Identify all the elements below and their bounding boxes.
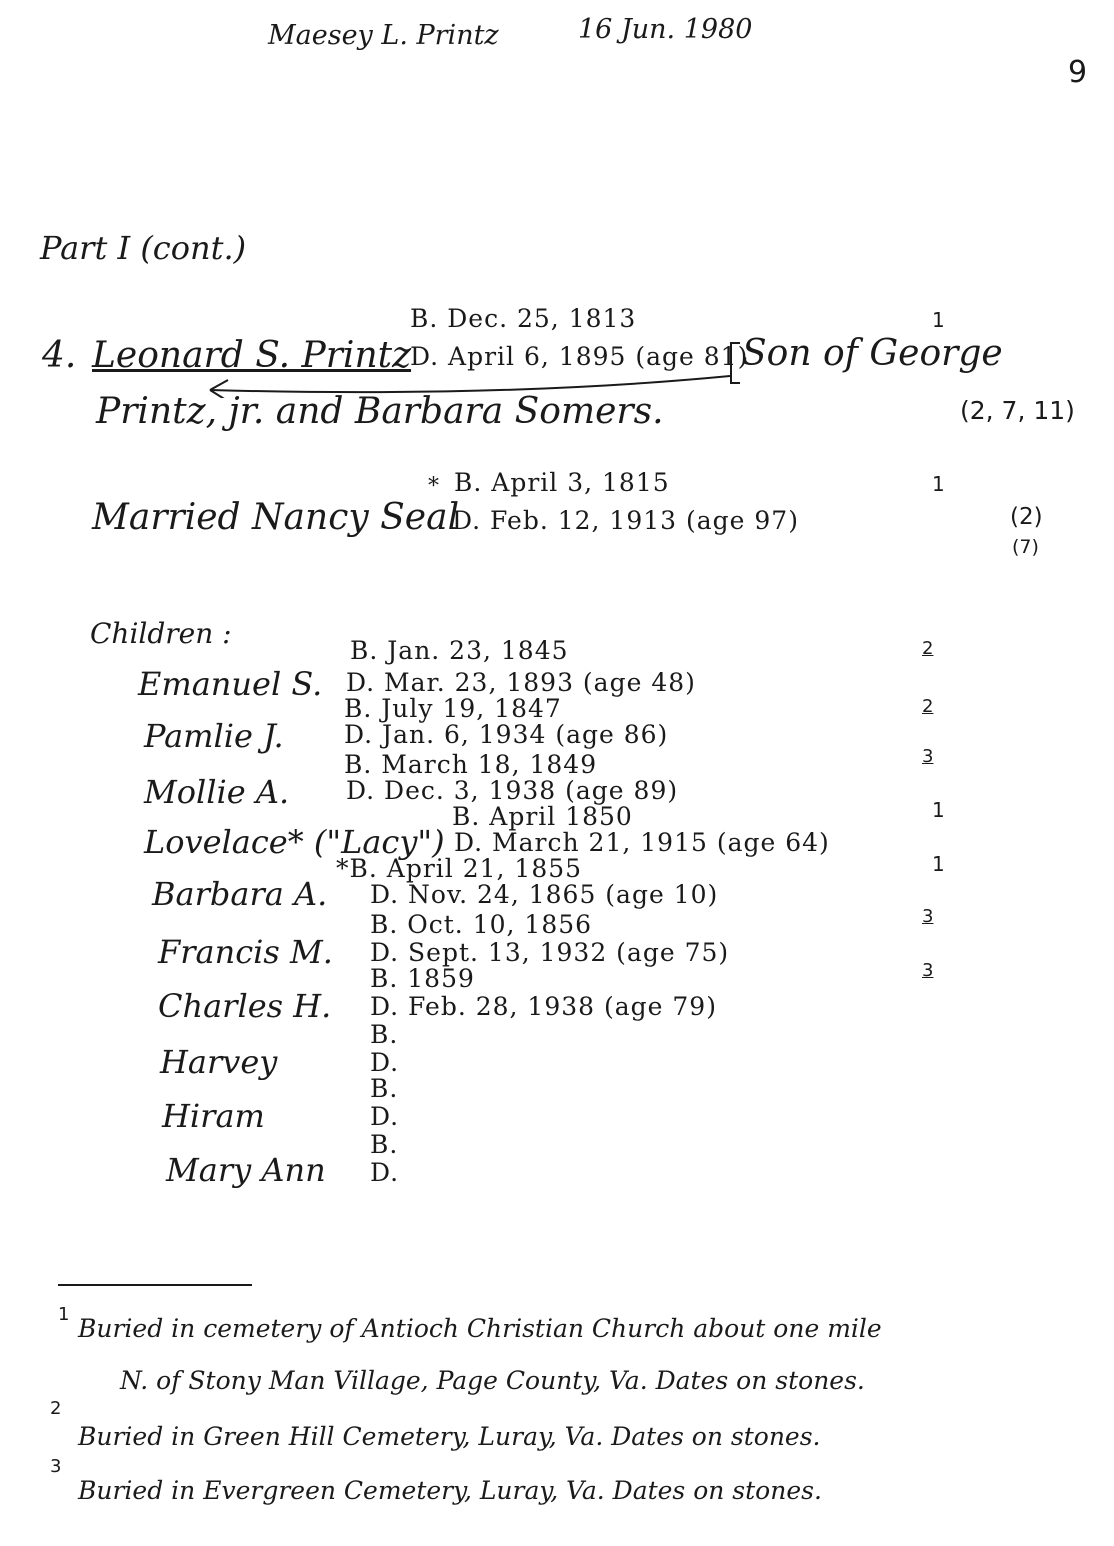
child-footnote-mark: 1: [932, 852, 945, 876]
child-born: B. March 18, 1849: [344, 750, 598, 779]
child-died: D. Nov. 24, 1865 (age 10): [370, 880, 719, 909]
children-label: Children :: [90, 617, 232, 650]
child-born: B.: [370, 1020, 399, 1049]
child-footnote-mark: 1: [932, 798, 945, 822]
child-died: D. Feb. 28, 1938 (age 79): [370, 992, 717, 1021]
child-born: B. April 1850: [452, 802, 633, 831]
child-footnote-mark: 2: [922, 638, 934, 659]
child-born: *B. April 21, 1855: [336, 854, 583, 883]
child-born: B. July 19, 1847: [344, 694, 562, 723]
entry-number: 4.: [42, 335, 77, 376]
entry-footnote-mark: 1: [932, 308, 945, 332]
child-name: Hiram: [162, 1097, 265, 1135]
document-date: 16 Jun. 1980: [578, 14, 753, 45]
child-name: Mollie A.: [144, 773, 290, 811]
entry-born: B. Dec. 25, 1813: [410, 304, 637, 333]
child-name: Barbara A.: [152, 875, 328, 913]
child-name: Pamlie J.: [144, 717, 284, 755]
child-name: Francis M.: [158, 933, 333, 971]
child-born: B.: [370, 1130, 399, 1159]
footnote-line: Buried in Green Hill Cemetery, Luray, Va. Dates on stones.: [78, 1422, 821, 1451]
child-born: B.: [370, 1074, 399, 1103]
entry-parents-line2: Printz, jr. and Barbara Somers.: [96, 391, 664, 432]
spouse-label: Married Nancy Seal: [92, 497, 460, 538]
child-died: D. March 21, 1915 (age 64): [454, 828, 830, 857]
child-died: D.: [370, 1158, 400, 1187]
child-born: B. Oct. 10, 1856: [370, 910, 593, 939]
child-footnote-mark: 3: [922, 960, 934, 981]
spouse-born: B. April 3, 1815: [454, 468, 670, 497]
footnote-line: Buried in cemetery of Antioch Christian Church about one mile: [78, 1314, 882, 1343]
entry-died: D. April 6, 1895 (age 81): [410, 342, 749, 371]
child-footnote-mark: 3: [922, 906, 934, 927]
child-died: D. Sept. 13, 1932 (age 75): [370, 938, 730, 967]
child-name: Lovelace* ("Lacy"): [144, 823, 445, 861]
footnote-mark: 1: [58, 1304, 70, 1325]
child-died: D. Jan. 6, 1934 (age 86): [344, 720, 669, 749]
child-name: Charles H.: [158, 987, 332, 1025]
child-died: D. Mar. 23, 1893 (age 48): [346, 668, 696, 697]
child-died: D.: [370, 1048, 400, 1077]
child-died: D. Dec. 3, 1938 (age 89): [346, 776, 679, 805]
spouse-footnote-mark: 1: [932, 472, 945, 496]
child-born: B. Jan. 23, 1845: [350, 636, 569, 665]
spouse-star: *: [428, 474, 440, 499]
child-name: Harvey: [160, 1043, 278, 1081]
spouse-died: D. Feb. 12, 1913 (age 97): [452, 506, 799, 535]
child-footnote-mark: 3: [922, 746, 934, 767]
footnote-line: N. of Stony Man Village, Page County, Va. Dates on stones.: [120, 1366, 865, 1395]
footnote-line: Buried in Evergreen Cemetery, Luray, Va. Dates on stones.: [78, 1476, 822, 1505]
child-name: Emanuel S.: [138, 665, 323, 703]
entry-name: Leonard S. Printz: [92, 335, 412, 376]
child-footnote-mark: 2: [922, 696, 934, 717]
section-title: Part I (cont.): [40, 229, 247, 267]
spouse-refs-1: (2): [1010, 504, 1043, 530]
child-born: B. 1859: [370, 964, 475, 993]
child-name: Mary Ann: [166, 1151, 326, 1189]
page-number: 9: [1068, 55, 1088, 90]
child-died: D.: [370, 1102, 400, 1131]
spouse-refs-2: (7): [1012, 536, 1039, 558]
footnote-mark: 3: [50, 1456, 62, 1477]
entry-refs: (2, 7, 11): [960, 396, 1075, 425]
footnote-mark: 2: [50, 1398, 62, 1419]
author-name: Maesey L. Printz: [268, 20, 499, 51]
footnote-divider: [58, 1284, 252, 1286]
entry-parents-line1: Son of George: [742, 333, 1003, 374]
